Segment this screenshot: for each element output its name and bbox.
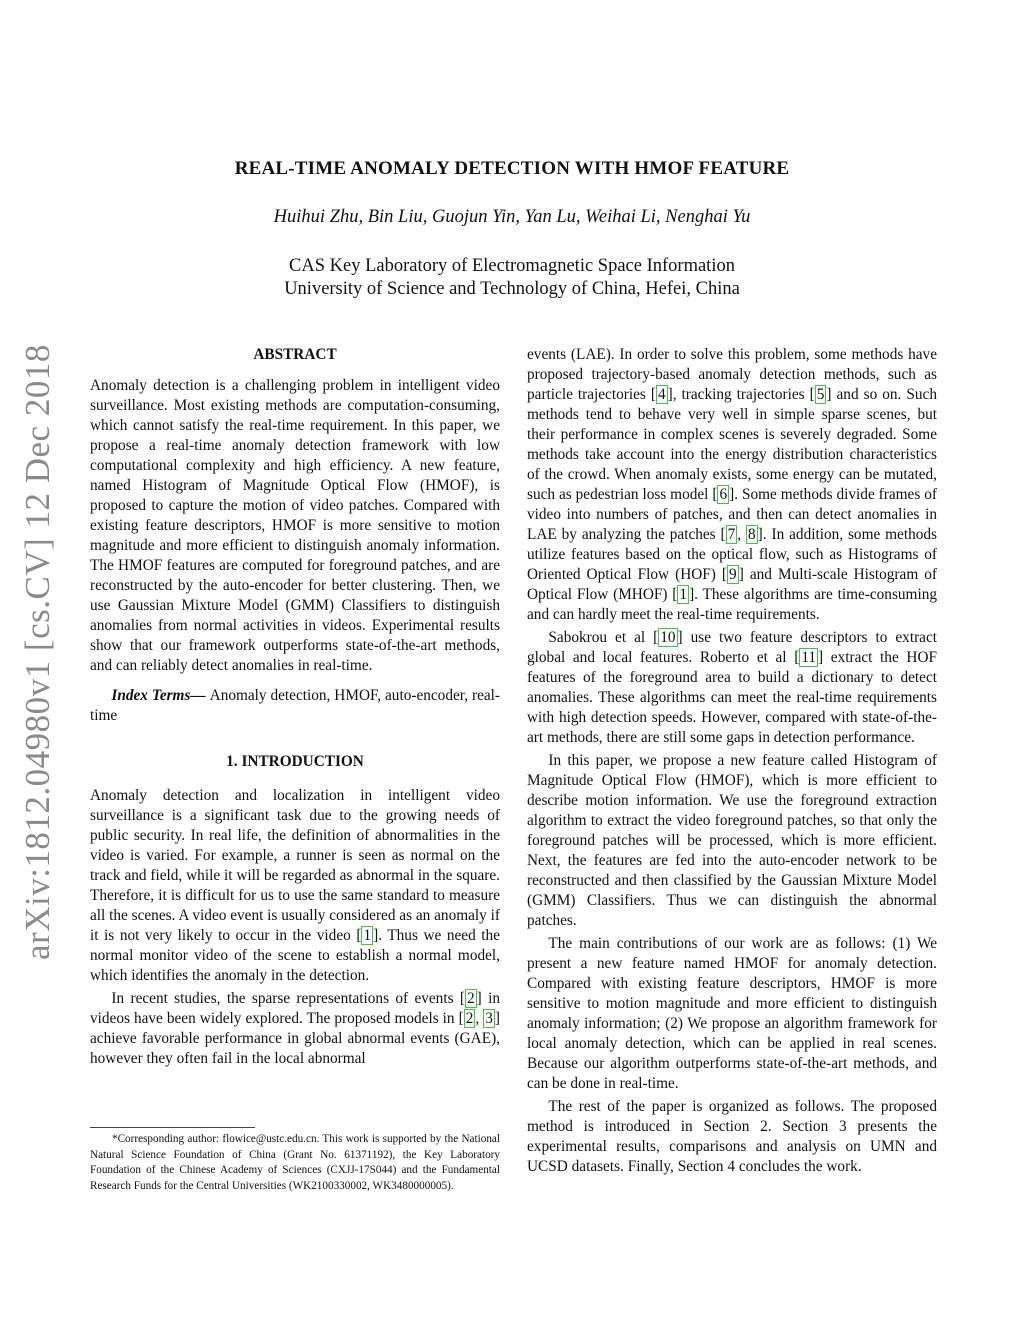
index-terms (90, 686, 500, 726)
arxiv-stamp: arXiv:1812.04980v1 [cs.CV] 12 Dec 2018 (18, 344, 57, 960)
right-p1-text-a: events (LAE). In order to solve this problem, some methods have proposed trajectory-based anomaly detection methods, such as particle trajectories [ (527, 346, 937, 403)
right-paragraph-3: In this paper, we propose a new feature called Histogram of Magnitude Optical Flow (HMOF), which is more efficient to describe motion information. We use the foreground extraction algorithm to extract the video foreground patches, so that only the foreground patches will be processed, which is more efficient. Next, the features are fed into the auto-encoder network to be reconstructed and then classified by the Gaussian Mixture Model (GMM) Classifiers. Thus we can distinguish the abnormal patches. (527, 752, 937, 929)
right-p1-text-f: ] and Multi-scale Histogram of Optical Flow (MHOF) [ (527, 566, 937, 603)
citation-link[interactable]: 10 (660, 629, 676, 646)
citation-link[interactable]: 2 (465, 1010, 474, 1027)
citation-link[interactable]: 8 (748, 526, 756, 543)
right-p2-text-b: ] use two feature descriptors to extract global and local features. Roberto et al [ (527, 629, 937, 666)
intro-paragraph-1: Anomaly detection and localization in intelligent video surveillance is a significant task due to the growing needs of public security. In real life, the definition of abnormalities in the video is varied. For example, a runner is seen as normal on the track and field, while it will be regarded as abnormal in the square. Therefore, it is difficult for us to use the same standard to measure all the scenes. A video event is usually considered as an anomaly if it is not very likely to occur in the video [ 1 ]. Thus we need the normal monitor video of the scene to establish a normal model, which identifies the anomaly in the detection. (90, 787, 500, 984)
right-p1-text-b: ], tracking trajectories [ (667, 386, 815, 403)
citation-separator: , (475, 1010, 484, 1027)
citation-link[interactable]: 1 (679, 586, 688, 603)
right-column (527, 345, 937, 1180)
abstract-text: Anomaly detection is a challenging problem in intelligent video surveillance. Most existing methods are computation-consuming, which cannot satisfy the real-time requirement. In this paper, we propose a real-time anomaly detection framework with low computational complexity and high efficiency. A new feature, named Histogram of Magnitude Optical Flow (HMOF), is proposed to capture the motion of video patches. Compared with existing feature descriptors, HMOF is more sensitive to motion magnitude and more efficient to distinguish anomaly information. The HMOF features are computed for foreground patches, and are reconstructed by the auto-encoder for better clustering. Then, we use Gaussian Mixture Model (GMM) Classifiers to distinguish anomalies from normal activities in videos. Experimental results show that our framework outperforms state-of-the-art methods, and can reliably detect anomalies in real-time. (90, 377, 500, 674)
index-terms-label: Index Terms— (111, 687, 206, 704)
paper-title: REAL-TIME ANOMALY DETECTION WITH HMOF FEATURE (234, 158, 790, 179)
right-paragraph-1 (527, 345, 937, 625)
affiliation-line-2: University of Science and Technology of China, Hefei, China (284, 279, 740, 299)
citation-separator: , (737, 526, 747, 543)
footnote (90, 1132, 500, 1194)
intro-p2-text-b: in videos have been widely explored. The proposed models in [ (90, 990, 500, 1027)
index-terms-text: Anomaly detection, HMOF, auto-encoder, real-time (90, 687, 501, 724)
intro-p1-text-b: . Thus we need the normal monitor video of the scene to establish a normal model, which identifies the anomaly in the detection. (90, 927, 500, 984)
affiliation (0, 255, 1024, 301)
right-p2-text-c: ] extract the HOF features of the foreground area to build a dictionary to detect anomalies. These algorithms can meet the real-time requirements with high detection speeds. However, compared with state-of-the-art methods, there are still some gaps in detection performance. (527, 649, 937, 746)
intro-p1-text-a: Anomaly detection and localization in intelligent video surveillance is a significant task due to the growing needs of public security. In real life, the definition of abnormalities in the video is varied. For example, a runner is seen as normal on the track and field, while it will be regarded as abnormal in the square. Therefore, it is difficult for us to use the same standard to measure all the scenes. A video event is usually considered as an anomaly if it is not very likely to occur in the video (90, 787, 500, 944)
citation-link[interactable]: 11 (801, 649, 817, 666)
footnote-text: *Corresponding author: flowice@ustc.edu.cn. This work is supported by the National Natural Science Foundation of China (Grant No. 61371192), the Key Laboratory Foundation of the Chinese Academy of Sciences (CXJJ-17S044) and the Fundamental Research Funds for the Central Universities (WK2100330002, WK3480000005). (90, 1133, 500, 1192)
citation-link[interactable]: 1 (363, 927, 372, 944)
right-p1-text-e: ]. In addition, some methods utilize features based on the optical flow, such as Histograms of Oriented Optical Flow (HOF) [ (527, 526, 937, 583)
right-p1-text-c: ] and so on. Such methods tend to behave very well in simple sparse scenes, but their performance in complex scenes is severely degraded. Some methods take account into the energy distribution characteristics of the crowd. When anomaly exists, some energy can be mutated, such as pedestrian loss model [ (527, 386, 937, 503)
left-column (90, 345, 500, 1072)
citation-link[interactable]: 3 (485, 1010, 493, 1027)
citation-link[interactable]: 7 (727, 526, 736, 543)
affiliation-line-1: CAS Key Laboratory of Electromagnetic Space Information (289, 256, 735, 276)
right-paragraph-5: The rest of the paper is organized as follows. The proposed method is introduced in Section 2. Section 3 presents the experimental results, comparisons and analysis on UMN and UCSD datasets. Finally, Section 4 concludes the work. (527, 1098, 937, 1175)
right-paragraph-4: The main contributions of our work are as follows: (1) We present a new feature named HMOF for anomaly detection. Compared with existing feature descriptors, HMOF is more sensitive to motion magnitude and more efficient to distinguish anomaly information; (2) We propose an algorithm framework for local anomaly detection, which can be applied in real scenes. Because our algorithm outperforms state-of-the-art methods, and can be done in real-time. (527, 935, 937, 1092)
right-p1-text-d: ]. Some methods divide frames of video into numbers of patches, and then can detect anomalies in LAE by analyzing the patches [ (527, 486, 937, 543)
citation-link[interactable]: 6 (719, 486, 728, 503)
citation-link[interactable]: 2 (466, 990, 475, 1007)
citation-link[interactable]: 5 (816, 386, 825, 403)
intro-p2-text-c: ] achieve favorable performance in global abnormal events (GAE), however they often fail in the local abnormal (90, 1010, 500, 1067)
footnote-divider (90, 1127, 255, 1128)
citation-link[interactable]: 4 (657, 386, 666, 403)
right-p2-text-a: Sabokrou et al [ (548, 629, 659, 646)
intro-paragraph-2: In recent studies, the sparse representations of events [ 2 ] in videos have been widely explored. The proposed models in [ 2 , 3 ] achieve favorable performance in global abnormal events (GAE), however they often fail in the local abnormal (90, 990, 500, 1067)
introduction-heading: 1. INTRODUCTION (226, 753, 364, 770)
author-list: Huihui Zhu, Bin Liu, Guojun Yin, Yan Lu, Weihai Li, Nenghai Yu (273, 207, 751, 227)
right-p1-text-g: ]. These algorithms are time-consuming and can hardly meet the real-time requirements. (527, 586, 937, 623)
citation-link[interactable]: 9 (729, 566, 737, 583)
abstract-heading: ABSTRACT (253, 346, 337, 363)
intro-p2-text-a: In recent studies, the sparse representations of events (111, 990, 460, 1007)
right-paragraph-2 (527, 628, 937, 748)
